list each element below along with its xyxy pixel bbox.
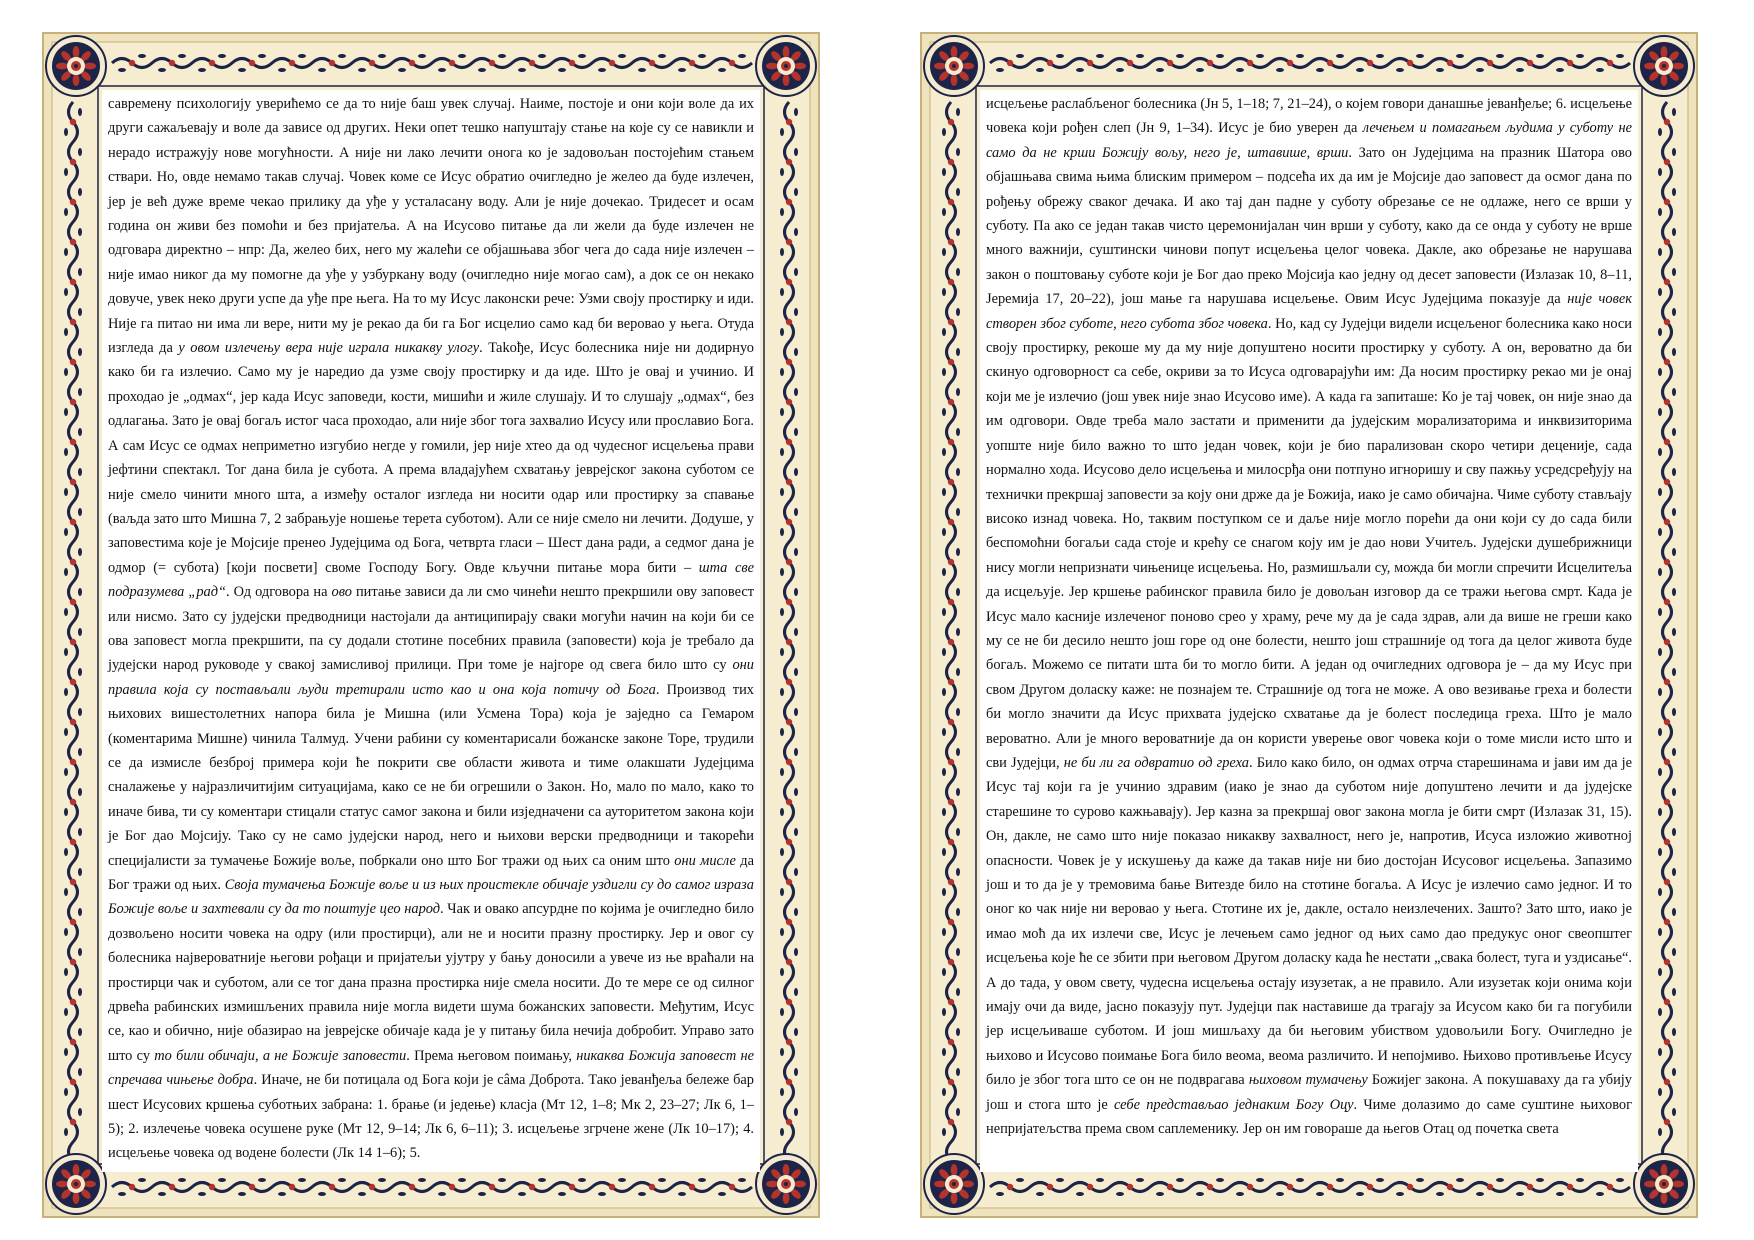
right-page-text xyxy=(980,90,1638,1141)
text-run: исцељење раслабљеног болесника (Јн 5, 1–18; 7, 21–24), о којем говори данашње јеванђеље; 6. исцељење човека који рођен слеп (Јн 9, 1–34). Исус је био уверен да xyxy=(986,96,1632,137)
rosette-corner-icon xyxy=(924,1154,984,1214)
italic-text-run: у овом излечењу вера није играла никакву улогу xyxy=(178,340,480,357)
italic-text-run: они правила која су постављали људи третирали исто као и она која потичу од Бога xyxy=(108,657,754,698)
text-run: . Производ тих њихових вишестолетних напора била је Мишна (или Усмена Тора) која је заједно са Гемаром (коментарима Мишне) чинила Талмуд. Учени рабини су коментарисали божанске законе Торе, трудили се да измисле безброј примера који ће покрити све области живота и тиме олакшати Јудејцима сналажење у најразличитијим ситуацијама, како се не би огрешили о Закон. Но, мало по мало, како то иначе бива, ти су коментари стицали статус самог закона и били изједначени са ауторитетом закона који је Бог дао Мојсију. Тако су не само јудејски народ, него и њихови верски предводници и такорећи специјалисти за тумачење Божије воље, побркали оно што Бог тражи од њих са оним што xyxy=(108,681,754,869)
italic-text-run: лечењем и помагањем људима у суботу не само да не крши Божију вољу, него је, штавише, врши xyxy=(986,120,1632,161)
text-run: . Зато он Јудејцима на празник Шатора ово објашњава свима њима блиским примером – подсећа их да им је Мојсије дао заповест да осмог дана по рођењу обрежу сваког дечака. И ако тај дан падне у суботу обрезање се не одлаже, него се врши у суботу. Па ако се један такав чисто церемонијалан чин врши у суботу, како да се онда у суботу не врше много важнији, суштински чинови попут исцељења целог човека. Дакле, ако обрезање не нарушава закон о поштовању суботе који је Бог дао преко Мојсија као једну од десет заповести (Излазак 10, 8–11, Јеремија 17, 20–22), још мање га нарушава исцељење. Овим Исус Јудејцима показује да xyxy=(986,144,1632,308)
rosette-corner-icon xyxy=(46,36,106,96)
text-run: . Но, кад су Јудејци видели исцељеног болесника како носи своју простирку, рекоше му да му није допуштено носити простирку у суботу. А он, вероватно да би скинуо одговорност са себе, окриви за то Исуса одговарајући им: Да носим простирку рекао ми је онај који ме је излечио (још увек није знао Исусово име). А када га запиташе: Ко је тај човек, он није знао да им одговори. Овде треба мало застати и применити да јудејским морализаторима и инквизиторима уопште није било важно то што један човек, који је био парализован скоро четири деценије, сада нормално хода. Исусово дело исцељења и милосрђа они потпуно игноришу и сву пажњу усредсређују на технички прекршај заповести за коју они држе да је Божија, иако је само обичајна. Чиме суботу стављају високо изнад човека. Но, таквим поступком се и даље није могло порећи да они који су до сада били беспомоћни богаљи сада стоје и крећу се снагом коју им је дао нови Учитељ. Јудејски душебрижници нису могли непризнати чињенице исцељења. Но, размишљали су, можда би могли спречити Исцелитеља да исцељује. Јер кршење рабинског правила било је довољан изговор да се тражи његова смрт. Када је Исус мало касније излеченог поново срео у храму, рече му да је сада здрав, али да више не греши како му се не би десило нешто још горе од оне болести, нешто још страшније од тога да целог живота буде богаљ. Можемо се питати шта би то могло бити. А један од очигледних одговора је – да му Исус при свом Другом доласку каже: не познајем те. Страшније од тога не може. А ово везивање греха и болести би могло значити да Исус прихвата јудејско схватање да је болест последица греха. Што је мало вероватно. Али је много вероватније да он користи уверење овог човека који о томе мисли исто што и сви Јудејци, xyxy=(986,315,1632,771)
text-run: . Од одговора на xyxy=(226,584,332,601)
italic-text-run: то били обичаји, а не Божије заповести xyxy=(154,1047,407,1064)
italic-text-run: ово xyxy=(331,584,352,601)
italic-text-run: они мисле xyxy=(674,852,736,869)
text-run: . Иначе, не би потицала од Бога који је сâма Доброта. Тако јеванђеља бележе бар шест Исусових кршења суботњих забрана: 1. брање (и једење) класја (Мт 12, 1–8; Мк 2, 23–27; Лк 6, 1–5); 2. излечење човека осушене руке (Мт 12, 9–14; Лк 6, 6–11); 3. исцељење згрчене жене (Лк 10–17); 4. исцељење човека од водене болести (Лк 14 1–6); 5. xyxy=(108,1072,755,1162)
italic-text-run: Своја тумачења Божије воље и из њих проистекле обичаје уздигли су до самог израза Божије воље и захтевали су да то поштује цео народ xyxy=(108,877,754,918)
rosette-corner-icon xyxy=(1634,1154,1694,1214)
left-text-panel xyxy=(102,90,760,1172)
italic-text-run: никаква Божија заповест не спречава чињење добра xyxy=(108,1047,755,1089)
text-run: савремену психологију уверићемо се да то није баш увек случај. Наиме, постоје и они који воле да их други сажаљевају и воле да зависе од других. Неки опет тешко напуштају стање на које су се навикли и нерадо истражују нове могућности. А није ни лако лечити онога ко је задовољан постојећим стањем ствари. Но, овде немамо такав случај. Човек коме се Исус обратио очигледно је желео да буде излечен, јер је већ дуже време чекао прилику да уђе у усталасану воду. Али је није дочекао. Тридесет и осам година он живи без помоћи и без пријатеља. А на Исусово питање да ли жели да буде излечен не одговара директно – нпр: Да, желео бих, него му жалећи се објашњава због чега до сада није излечен – није имао никог да му помогне да уђе у узбуркану воду (очигледно није могао сам), а док се он некако довуче, увек неко други успе да уђе пре њега. На то му Исус лаконски рече: Узми своју простирку и иди. Није га питао ни има ли вере, нити му је рекао да би га Бог исцелио само кад би веровао у њега. Отуда изгледа да xyxy=(108,96,754,357)
rosette-corner-icon xyxy=(1634,36,1694,96)
text-run: . Takoђе, Исус болесника није ни додирнуо како би га излечио. Само му је наредио да узме своју простирку и да иде. Што је овај и учинио. И проходао је „одмах“, јер када Исус заповеди, кости, мишићи и жиле слушају. И то слушају „одмах“, без одлагања. Зато је овај богаљ истог часа проходао, али није због тога захвалио Исусу или прославио Бога. А сам Исус се одмах неприметно изгубио негде у гомили, јер није хтео да од чудесног исцељења прави јефтини спектакл. Тог дана била је субота. А према владајућем схватању јеврејског закона суботом се није смело чинити много шта, а између осталог изгледа ни носити одар или простирку за спавање (ваљда зато што Мишна 7, 2 забрањује ношење терета суботом). Али се није смело ни лечити. Додуше, у заповестима које је Мојсије пренео Јудејцима од Бога, четврта гласи – Шест дана ради, а седмог дана је одмор (= субота) [који посвети] своме Господу Богу. Овде кључни питање мора бити – xyxy=(108,340,754,576)
left-page xyxy=(42,32,820,1218)
text-run: . Било како било, он одмах отрча старешинама и јави им да је Исус тај који га је учинио здравим (иако је знао да суботом није допуштено лечити и да јудејске старешине то сурово кажњавају). Јер казна за прекршај овог закона могла је бити смрт (Излазак 31, 15). Он, дакле, не само што није показао никакву захвалност, него је, напротив, Исуса изложио животној опасности. Човек је у искушењу да каже да такав није ни био достојан Исусовог исцељења. Запазимо још и то да је у тремовима бање Витезде било на стотине богаља. А Исус је излечио само једног. И то оног ко чак није ни веровао у њега. Стотине их је, дакле, остало неизлечених. Зашто? Зато што, иако је имао моћ да их излечи све, Исус је лечењем само једног од њих само дао предукус оног свеопштег исцељења које ће се збити при његовом Другом доласку када ће нестати „свака болест, туга и уздисање“. А до тада, у овом свету, чудесна исцељења остају изузетак, а не правило. Али изузетак који онима који имају очи да виде, јасно показују пут. Јудејци пак наставише да трагају за Исусом како би га погубили јер исцељиваше суботом. И још мишљаху да би његовим убиством удовољили Богу. Очигледно је њихово и Исусово поимање Бога било веома, веома различито. И непојмиво. Њихово противљење Исусу било је због тога што се он не подврагава xyxy=(986,754,1632,1089)
right-text-panel xyxy=(980,90,1638,1172)
text-run: . Чиме долазимо до саме суштине њиховог непријатељства према свом саплеменику. Јер он им говораше да његов Отац од почетка света xyxy=(986,1096,1632,1138)
text-run: питање зависи да ли смо чинећи нешто прекршили ову заповест или нисмо. Зато су јудејски предводници настојали да антиципирају сваки могући начин на који би се ова заповест могла прекршити, па су додали стотине посебних правила (заповести) која је требало да јудејски народ руководе у свакој замисливој прилици. При томе је најгоре од свега било што су xyxy=(108,584,754,674)
text-run: . Према његовом поимању, xyxy=(406,1047,577,1064)
rosette-corner-icon xyxy=(46,1154,106,1214)
italic-text-run: није човек створен због суботе, него субота због човека xyxy=(986,291,1632,332)
text-run: да Бог тражи од њих. xyxy=(108,852,754,893)
italic-text-run: себе представљао једнаким Богу Оцу xyxy=(1113,1096,1354,1113)
text-run: Божијег закона. А покушаваху да га убију још и стога што је xyxy=(986,1072,1632,1113)
italic-text-run: шта све подразумева „рад“ xyxy=(108,559,754,601)
right-page xyxy=(920,32,1698,1218)
rosette-corner-icon xyxy=(924,36,984,96)
rosette-corner-icon xyxy=(756,36,816,96)
text-run: . Чак и овако апсурдне по којима је очигледно било дозвољено носити човека на одру (или простирци), али не и носити празну простирку. Јер и овог су болесника највероватније његови рођаци и пријатељи ујутру у бању доносили а увече из ње враћали на простирци чак и суботом, али се тог дана празна простирка није смела носити. До те мере се од силног дрвећа рабинских измишљених правила није могла видети шума божанских заповести. Међутим, Исус се, као и обично, није обазирао на јеврејске обичаје када је у питању била нечија добробит. Управо зато што су xyxy=(108,901,754,1064)
italic-text-run: не би ли га одвратио од греха xyxy=(1063,754,1249,771)
italic-text-run: њиховом тумачењу xyxy=(1248,1072,1368,1089)
left-page-text xyxy=(102,90,760,1166)
rosette-corner-icon xyxy=(756,1154,816,1214)
